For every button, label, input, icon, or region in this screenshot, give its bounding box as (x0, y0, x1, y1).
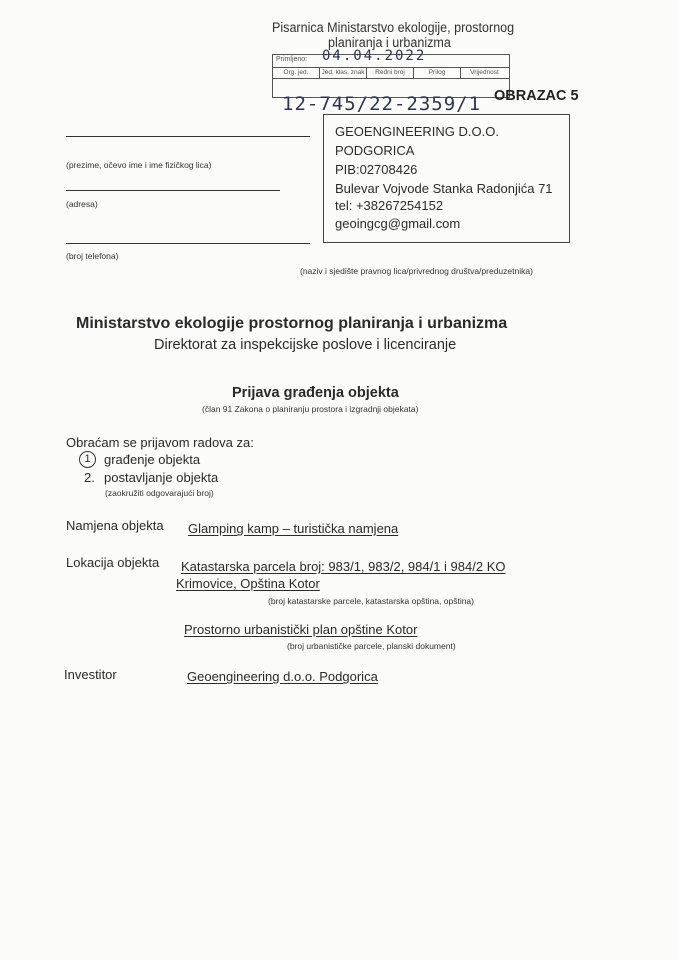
registry-stamp-reference-number: 12-745/22-2359/1 (282, 93, 482, 115)
investor-value: Geoengineering d.o.o. Podgorica (187, 669, 378, 684)
registry-stamp-col-prilog: Prilog (414, 68, 461, 78)
legal-entity-caption: (naziv i sjedište pravnog lica/privrednog društva/preduzetnika) (300, 266, 533, 276)
location-line2: Krimovice, Opština Kotor (176, 576, 320, 591)
spatial-plan-caption: (broj urbanističke parcele, planski dokument) (287, 641, 456, 651)
registry-stamp-col-org: Org. jed. (273, 68, 320, 78)
company-pib: PIB:02708426 (335, 162, 418, 177)
company-email: geoingcg@gmail.com (335, 216, 461, 231)
option-2-label: postavljanje objekta (104, 470, 219, 485)
company-phone: tel: +38267254152 (335, 198, 444, 213)
company-address: Bulevar Vojvode Stanka Radonjića 71 (335, 181, 553, 196)
registry-stamp-title-line1: Pisarnica Ministarstvo ekologije, prostornog (272, 20, 515, 35)
registry-stamp-col-vrijednost: Vrijednost (470, 69, 499, 76)
registry-stamp-header-row (273, 68, 509, 79)
applicant-address-caption: (adresa) (66, 199, 98, 209)
registry-stamp-received-label: Primljeno: (276, 56, 308, 63)
option-2-number: 2. (84, 470, 95, 485)
spatial-plan-value: Prostorno urbanistički plan opštine Kotor (184, 622, 418, 637)
form-number-label: OBRAZAC 5 (494, 88, 579, 104)
works-intro: Obraćam se prijavom radova za: (66, 435, 254, 450)
registry-stamp-col-jed: Jed. klas. znak (320, 68, 367, 78)
option-1-label: građenje objekta (104, 452, 201, 467)
registry-stamp-received-date: 04.04.2022 (322, 48, 427, 64)
location-label: Lokacija objekta (66, 555, 160, 570)
option-1-number: 1 (84, 453, 91, 465)
applicant-phone-caption: (broj telefona) (66, 251, 119, 261)
applicant-name-caption: (prezime, očevo ime i ime fizičkog lica) (66, 160, 212, 170)
registry-stamp-title-line2: planiranja i urbanizma (328, 35, 451, 50)
investor-label: Investitor (64, 667, 117, 682)
purpose-label: Namjena objekta (66, 518, 164, 533)
option-1-circle-mark (79, 451, 96, 468)
location-line1: Katastarska parcela broj: 983/1, 983/2, 984/1 i 984/2 KO (181, 559, 506, 574)
applicant-name-line (66, 136, 310, 137)
company-name: GEOENGINEERING D.O.O. (335, 124, 499, 139)
purpose-value: Glamping kamp – turistička namjena (188, 521, 399, 536)
applicant-address-line (66, 190, 280, 191)
location-caption: (broj katastarske parcele, katastarska opština, opština) (268, 596, 474, 606)
company-city: PODGORICA (335, 143, 415, 158)
document-title: Prijava građenja objekta (232, 385, 399, 401)
directorate-name: Direktorat za inspekcijske poslove i licenciranje (154, 337, 457, 353)
works-hint: (zaokružiti odgovarajući broj) (105, 488, 214, 498)
document-subtitle: (član 91 Zakona o planiranju prostora i izgradnji objekata) (202, 404, 419, 414)
registry-stamp-col-redni: Redni broj (367, 68, 414, 78)
applicant-phone-line (66, 243, 310, 244)
ministry-name: Ministarstvo ekologije prostornog planiranja i urbanizma (76, 315, 508, 332)
